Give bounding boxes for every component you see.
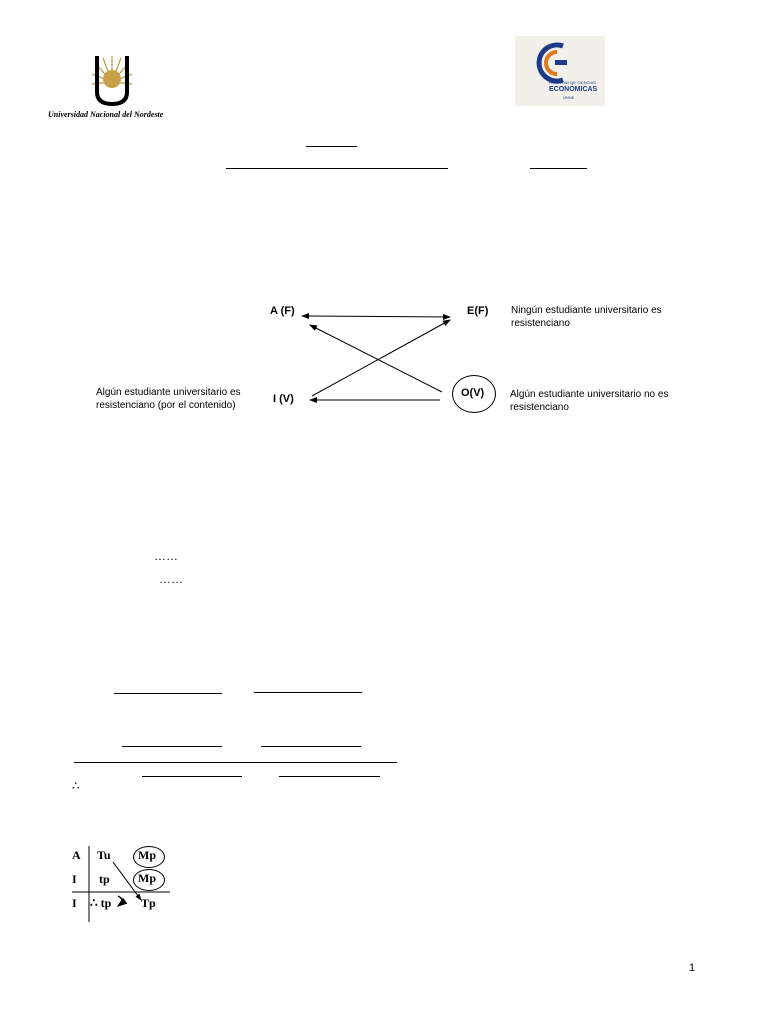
faculty-logo-line3: UNNE (563, 95, 575, 100)
syllogism-row1-term1: Tu (97, 848, 111, 862)
faculty-logo-line2: ECONÓMICAS (549, 86, 598, 93)
university-caption: Universidad Nacional del Nordeste (48, 110, 164, 119)
syllogism-row3-term1: ∴ tp (90, 896, 112, 910)
syllogism-row3-term2: Tp (141, 896, 156, 910)
e-proposition-text: Ningún estudiante universitario es resistenciano (511, 305, 662, 329)
page-number: 1 (689, 962, 696, 974)
i-proposition-text: Algún estudiante universitario es resistenciano (por el contenido) (96, 387, 241, 411)
faculty-logo-line1: FACULTAD DE CIENCIAS (549, 80, 596, 85)
syllogism-row3-quantifier: I (72, 896, 77, 910)
node-i: I (V) (273, 393, 294, 405)
syllogism-row2-term2: Mp (138, 871, 156, 885)
syllogism-row1-term2: Mp (138, 848, 156, 862)
therefore-symbol: ∴ (72, 779, 80, 793)
syllogism-row1-quantifier: A (72, 848, 81, 862)
node-o: O(V) (461, 387, 485, 399)
o-proposition-text: Algún estudiante universitario no es resistenciano (510, 389, 669, 413)
node-a: A (F) (270, 305, 295, 317)
syllogism-row2-quantifier: I (72, 872, 77, 886)
node-e: E(F) (467, 305, 489, 317)
dots-line-1: …… (154, 549, 178, 563)
dots-line-2: …… (159, 572, 183, 586)
syllogism-row2-term1: tp (99, 872, 110, 886)
